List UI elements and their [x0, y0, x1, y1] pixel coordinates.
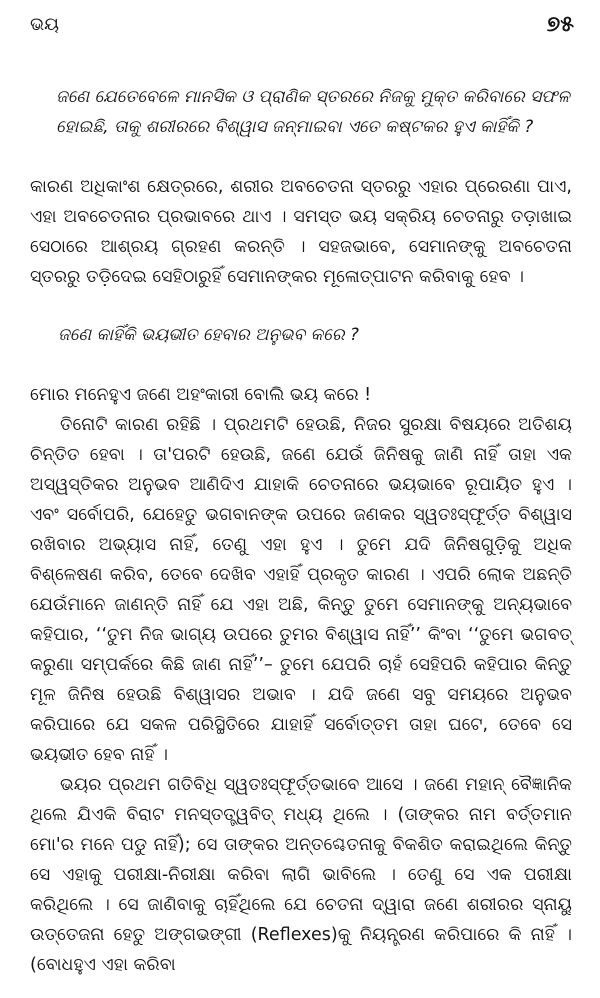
question-1: ଜଣେ ଯେତେବେଳେ ମାନସିକ ଓ ପ୍ରାଣିକ ସ୍ତରରେ ନିଜକୁ ମୁକ୍ତ କରିବାରେ ସଫଳ ହୋଇଛି, ତାକୁ ଶରୀରରେ ବିଶ୍ୱାସ ଜନ୍ମାଇବା ଏତେ କଷ୍ଟକର ହୁଏ କାହିଁକି ?: [56, 87, 570, 137]
answer-1-paragraph: କାରଣ ଅଧିକାଂଶ କ୍ଷେତ୍ରରେ, ଶରୀର ଅବଚେତନା ସ୍ତରରୁ ଏହାର ପ୍ରେରଣା ପାଏ, ଏହା ଅବଚେତନାର ପ୍ରଭାବରେ ଥାଏ । ସମସ୍ତ ଭୟ ସକ୍ରିୟ ଚେତନାରୁ ତଡ଼ାଖାଇ ସେଠାରେ ଆଶ୍ରୟ ଗ୍ରହଣ କରନ୍ତି । ସହଜଭାବେ, ସେମାନଙ୍କୁ ଅବଚେତନା ସ୍ତରରୁ ତଡ଼ିଦେଇ ସେହିଠାରୁହିଁ ସେମାନଙ୍କର ମୂଳୋତ୍ପାଟନ କରିବାକୁ ହେବ ।: [30, 177, 572, 287]
answer-2-paragraph-2: ଭୟର ପ୍ରଥମ ଗତିବିଧି ସ୍ୱତଃସ୍ଫୂର୍ତ୍ତଭାବେ ଆସେ । ଜଣେ ମହାନ୍ ବୈଜ୍ଞାନିକ ଥିଲେ ଯିଏକି ବିରାଟ ମନସ୍ତତ୍ତ୍ୱବିତ୍ ମଧ୍ୟ ଥିଲେ । (ତାଙ୍କର ନାମ ବର୍ତ୍ତମାନ ମୋ'ର ମନେ ପଡୁ ନାହିଁ); ସେ ତାଙ୍କର ଅନ୍ତଶ୍ଚେତନାକୁ ବିକଶିତ କରାଇଥିଲେ କିନ୍ତୁ ସେ ଏହାକୁ ପରୀକ୍ଷା-ନିରୀକ୍ଷା କରିବା ଲାଗି ଭାବିଲେ । ତେଣୁ ସେ ଏକ ପରୀକ୍ଷା କରିଥିଲେ । ସେ ଜାଣିବାକୁ ଚାହିଁଥିଲେ ଯେ ଚେତନା ଦ୍ୱାରା ଜଣେ ଶରୀରର ସ୍ନାୟୁ ଉତ୍ତେଜନା ହେତୁ ଅଙ୍ଗଭଙ୍ଗୀ (Reflexes)କୁ ନିୟନ୍ତ୍ରଣ କରିପାରେ କି ନାହିଁ । (ବୋଧହୁଏ ଏହା କରିବା: [30, 775, 572, 975]
question-2: ଜଣେ କାହିଁକି ଭୟଭୀତ ହେବାର ଅନୁଭବ କରେ ?: [58, 325, 359, 345]
answer-2-opening-line: ମୋର ମନେହୁଏ ଜଣେ ଅହଂକାରୀ ବୋଲି ଭୟ କରେ !: [30, 385, 372, 405]
running-title: ଭୟ: [30, 14, 60, 35]
page-number: ୭୫: [546, 12, 574, 37]
page-body: [30, 82, 572, 980]
answer-2-paragraph-1: ତିନୋଟି କାରଣ ରହିଛି । ପ୍ରଥମଟି ହେଉଛି, ନିଜର ସୁରକ୍ଷା ବିଷୟରେ ଅତିଶୟ ଚିନ୍ତିତ ହେବା । ତା'ପରଟି ହେଉଛି, ଜଣେ ଯେଉଁ ଜିନିଷକୁ ଜାଣି ନାହିଁ ତାହା ଏକ ଅସ୍ୱସ୍ତିକର ଅନୁଭବ ଆଣିଦିଏ ଯାହାକି ଚେତନାରେ ଭୟଭାବେ ରୂପାୟିତ ହୁଏ । ଏବଂ ସର୍ବୋପରି, ଯେହେତୁ ଭଗବାନଙ୍କ ଉପରେ ଜଣକର ସ୍ୱତଃସ୍ଫୂର୍ତ୍ତ ବିଶ୍ୱାସ ରଖିବାର ଅଭ୍ୟାସ ନାହିଁ, ତେଣୁ ଏହା ହୁଏ । ତୁମେ ଯଦି ଜିନିଷଗୁଡ଼ିକୁ ଅଧିକ ବିଶ୍ଳେଷଣ କରିବ, ତେବେ ଦେଖିବ ଏହାହିଁ ପ୍ରକୃତ କାରଣ । ଏପରି ଲୋକ ଅଛନ୍ତି ଯେଉଁମାନେ ଜାଣନ୍ତି ନାହିଁ ଯେ ଏହା ଅଛି, କିନ୍ତୁ ତୁମେ ସେମାନଙ୍କୁ ଅନ୍ୟଭାବେ କହିପାର, ‘‘ତୁମ ନିଜ ଭାଗ୍ୟ ଉପରେ ତୁମର ବିଶ୍ୱାସ ନାହିଁ’’ କିଂବା ‘‘ତୁମେ ଭଗବତ୍ କରୁଣା ସମ୍ପର୍କରେ କିଛି ଜାଣ ନାହିଁ’’– ତୁମେ ଯେପରି ଚାହଁ ସେହିପରି କହିପାର କିନ୍ତୁ ମୂଳ ଜିନିଷ ହେଉଛି ବିଶ୍ୱାସର ଅଭାବ । ଯଦି ଜଣେ ସବୁ ସମୟରେ ଅନୁଭବ କରିପାରେ ଯେ ସକଳ ପରିସ୍ଥିତିରେ ଯାହାହିଁ ସର୍ବୋତ୍ତମ ତାହା ଘଟେ, ତେବେ ସେ ଭୟଭୀତ ହେବ ନାହିଁ ।: [30, 415, 572, 765]
running-header: [30, 14, 574, 44]
